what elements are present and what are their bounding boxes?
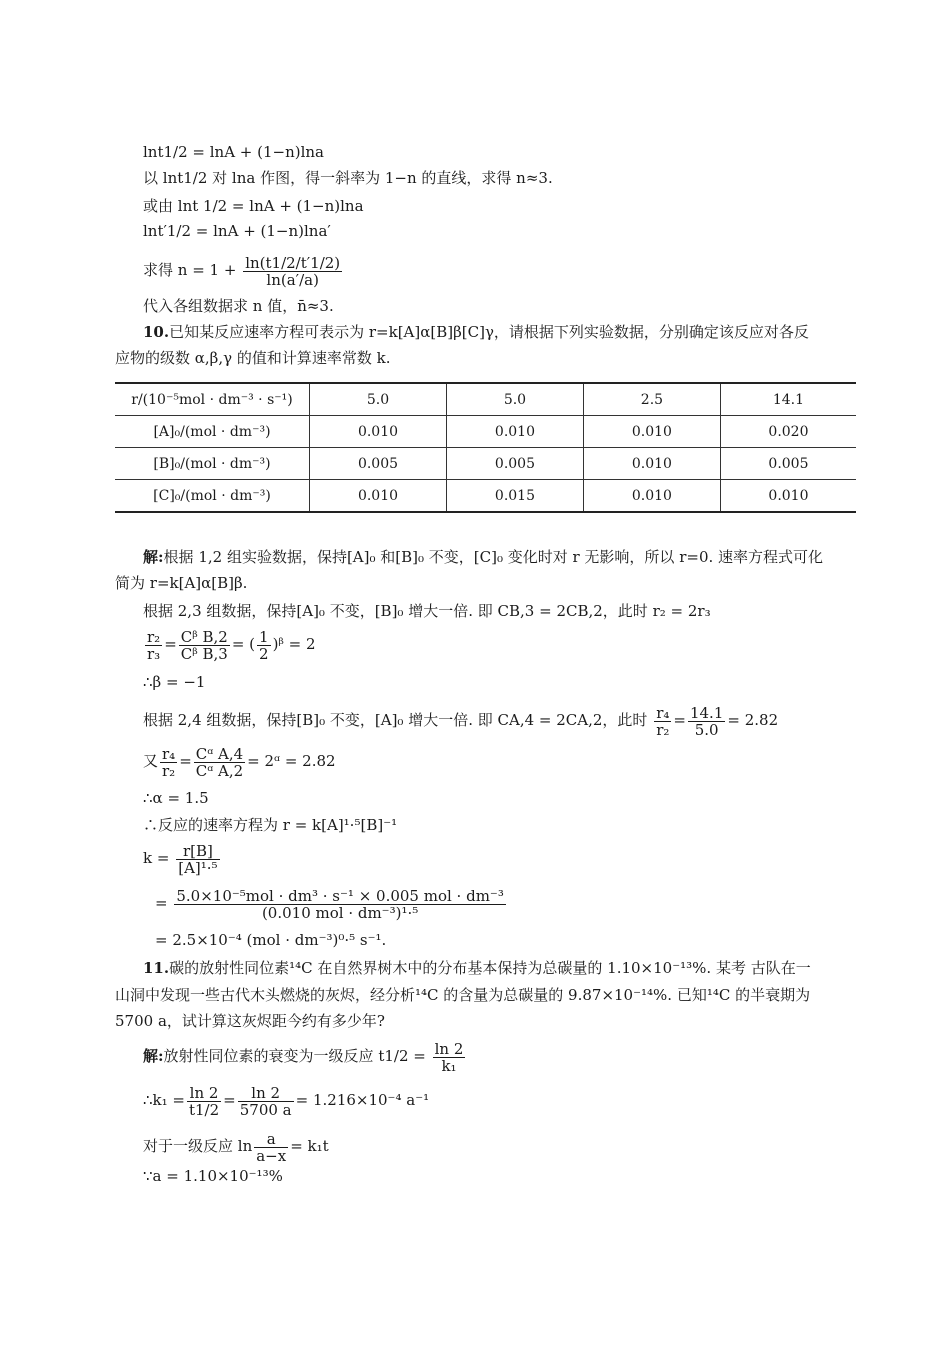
solution-10-line1: 解:根据 1,2 组实验数据，保持[A]₀ 和[B]₀ 不变，[C]₀ 变化时对 r 无影响，所以 r=0. 速率方程式可化 [143, 548, 824, 566]
table-cell: 0.015 [446, 480, 583, 513]
solution-10-line3: 根据 2,3 组数据，保持[A]₀ 不变，[B]₀ 增大一倍. 即 CB,3 = 2CB,2，此时 r₂ = 2r₃ [143, 602, 711, 620]
question-11-line1: 11.碳的放射性同位素¹⁴C 在自然界树木中的分布基本保持为总碳量的 1.10×10⁻¹³%. 某考 古队在一 [143, 959, 811, 977]
row-label: r/(10⁻⁵mol · dm⁻³ · s⁻¹) [115, 383, 310, 416]
question-10-line1: 10.已知某反应速率方程可表示为 r=k[A]α[B]β[C]γ，请根据下列实验数据，分别确定该反应对各反 [143, 323, 809, 341]
row-label: [B]₀/(mol · dm⁻³) [115, 448, 310, 480]
table-cell: 0.010 [446, 416, 583, 448]
table-cell: 0.010 [583, 416, 720, 448]
row-label: [A]₀/(mol · dm⁻³) [115, 416, 310, 448]
eq-ratio-alpha: 又 $\frac{\text{r₄}}{\text{r₂}}$ = $\frac{\text{Cᵅ A,4}}{\text{Cᵅ A,2}}$ = 2ᵅ = 2.82 [143, 744, 336, 780]
eq-alpha-result: ∴α = 1.5 [143, 789, 209, 807]
text-substitute: 代入各组数据求 n 值，n̄≈3. [143, 297, 334, 315]
table-cell: 0.005 [720, 448, 856, 480]
eq-half-life-log: lnt1/2 = lnA + (1−n)lna [143, 143, 325, 161]
eq-alt-2: lnt′1/2 = lnA + (1−n)lna′ [143, 222, 331, 240]
data-table [115, 382, 856, 513]
solution-11-line1: 解:放射性同位素的衰变为一级反应 t1/2 = $\frac{\ln 2}{\text{k₁}}$ [143, 1039, 464, 1075]
eq-k-value: = 2.5×10⁻⁴ (mol · dm⁻³)⁰·⁵ s⁻¹. [155, 931, 387, 949]
text-plot-slope: 以 lnt1/2 对 lna 作图，得一斜率为 1−n 的直线，求得 n≈3. [143, 169, 553, 187]
question-11-line3: 5700 a，试计算这灰烬距今约有多少年? [115, 1012, 385, 1030]
eq-ratio-beta: $\frac{\text{r₂}}{\text{r₃}}$ = $\frac{\text{Cᵝ B,2}}{\text{Cᵝ B,3}}$ = ( $\frac{1}{2}$ )ᵝ = 2 [147, 627, 316, 663]
question-10-line2: 应物的级数 α,β,γ 的值和计算速率常数 k. [115, 349, 391, 367]
table-cell: 0.010 [310, 416, 447, 448]
table-cell: 0.010 [310, 480, 447, 513]
solution-10-line2: 简为 r=k[A]α[B]β. [115, 574, 248, 592]
table-cell: 0.010 [583, 448, 720, 480]
table-row [115, 383, 856, 416]
eq-a-value: ∵a = 1.10×10⁻¹³% [143, 1167, 283, 1185]
eq-k-substitution: = $\frac{\text{5.0×10⁻⁵mol · dm³ · s⁻¹ × 0.005 mol · dm⁻³}}{\text{(0.010 mol · dm⁻³)¹·⁵}}$ [155, 886, 504, 922]
table-cell: 0.005 [446, 448, 583, 480]
eq-k1-value: ∴k₁ = $\frac{\ln 2}{t1/2}$ = $\frac{\ln 2}{5700 a}$ = 1.216×10⁻⁴ a⁻¹ [143, 1083, 430, 1119]
table-cell: 14.1 [720, 383, 856, 416]
table-cell: 5.0 [446, 383, 583, 416]
solution-10-line4: 根据 2,4 组数据，保持[B]₀ 不变，[A]₀ 增大一倍. 即 CA,4 = 2CA,2，此时 $\frac{\text{r₄}}{\text{r₂}}$ = $\frac{14.1}{5.0}$ = 2.82 [143, 703, 779, 739]
table-cell: 5.0 [310, 383, 447, 416]
table-cell: 0.010 [720, 480, 856, 513]
eq-first-order: 对于一级反应 ln $\frac{a}{a-x}$ = k₁t [143, 1129, 329, 1165]
eq-n-result: 求得 n = 1 + $\frac{\ln(t1/2/t'1/2)}{\ln(a'/a)}$ [143, 253, 341, 289]
eq-beta-result: ∴β = −1 [143, 673, 206, 691]
question-11-line2: 山洞中发现一些古代木头燃烧的灰烬，经分析¹⁴C 的含量为总碳量的 9.87×10⁻¹⁴%. 已知¹⁴C 的半衰期为 [115, 986, 811, 1004]
eq-alt-1: 或由 lnt 1/2 = lnA + (1−n)lna [143, 197, 364, 215]
eq-rate-law: ∴反应的速率方程为 r = k[A]¹·⁵[B]⁻¹ [143, 816, 398, 834]
table-row [115, 416, 856, 448]
row-label: [C]₀/(mol · dm⁻³) [115, 480, 310, 513]
table-cell: 2.5 [583, 383, 720, 416]
table-row [115, 448, 856, 480]
table-cell: 0.005 [310, 448, 447, 480]
eq-k-def: k = $\frac{r[B]}{\text{[A]¹·⁵}}$ [143, 841, 218, 877]
table-row [115, 480, 856, 513]
table-cell: 0.010 [583, 480, 720, 513]
table-cell: 0.020 [720, 416, 856, 448]
